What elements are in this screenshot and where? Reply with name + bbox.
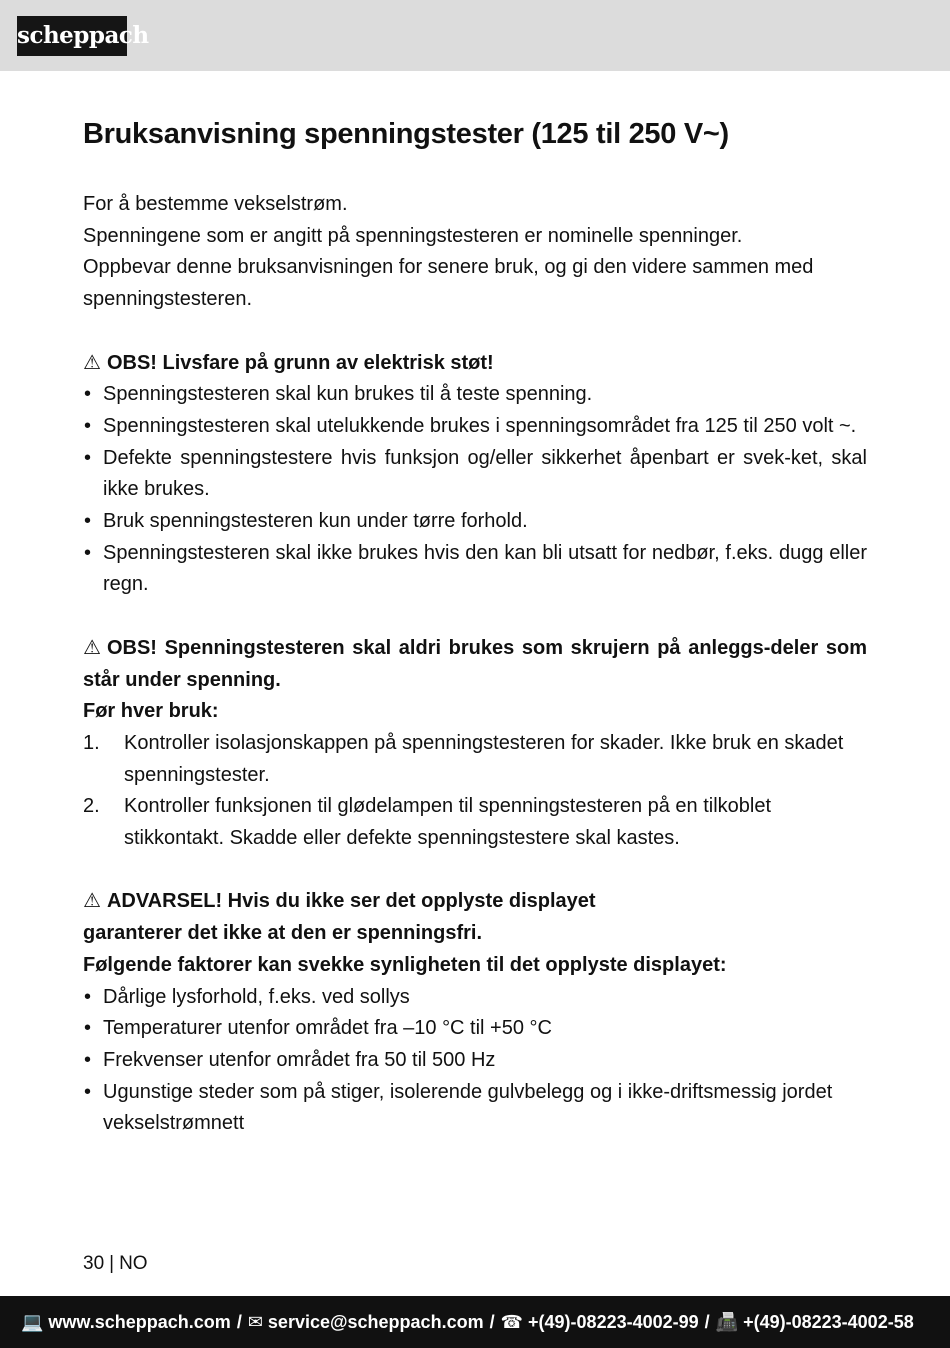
intro-line: Spenningene som er angitt på spenningstesteren er nominelle spenninger. [83,224,743,247]
footer-website[interactable]: www.scheppach.com [48,1312,231,1332]
numbered-step [83,728,867,791]
warning-subheading: Før hver bruk: [83,700,219,723]
footer-email[interactable]: service@scheppach.com [267,1312,484,1332]
page-language: NO [119,1253,148,1274]
bullet-text: Defekte spenningstestere hvis funksjon og/eller sikkerhet åpenbart er svek-ket, skal ikke brukes. [103,446,867,501]
step-text: Kontroller isolasjonskappen på spenningstesteren for skader. Ikke bruk en skadet spenningstester. [124,731,844,786]
bullet-icon: • [84,985,92,1008]
mail-icon: ✉ [247,1312,263,1332]
bullet-icon: • [84,446,92,469]
footer-contact-line [21,1296,914,1348]
bullet-icon: • [84,541,92,564]
bullet-item [83,411,867,443]
bullet-text: Spenningstesteren skal ikke brukes hvis den kan bli utsatt for nedbør, f.eks. dugg eller regn. [103,541,867,596]
bullet-text: Ugunstige steder som på stiger, isolerende gulvbelegg og i ikke-driftsmessig jordet vekselstrømnett [103,1080,833,1135]
bullet-icon: • [84,1080,92,1103]
page-title: Bruksanvisning spenningstester (125 til 250 V~) [83,118,729,150]
bullet-text: Temperaturer utenfor området fra –10 °C til +50 °C [103,1017,552,1040]
warning-heading [83,886,867,918]
footer-fax: +(49)-08223-4002-58 [743,1312,914,1332]
bullet-item [83,1045,867,1077]
page-header [0,0,950,71]
warning-triangle-icon: ⚠ [83,351,101,374]
page-footer [0,1296,950,1348]
bullet-item [83,443,867,506]
warning-section-2 [83,633,867,855]
phone-icon: ☎ [500,1312,524,1332]
footer-separator: / [236,1312,242,1332]
bullet-text: Spenningstesteren skal kun brukes til å teste spenning. [103,383,593,406]
footer-separator: / [489,1312,495,1332]
page-number [83,1252,148,1276]
bullet-item [83,538,867,601]
warning-triangle-icon: ⚠ [83,636,101,659]
bullet-icon: • [84,383,92,406]
step-number: 1. [83,731,100,754]
bullet-icon: • [84,1048,92,1071]
warning-section-3 [83,886,867,1140]
step-number: 2. [83,795,100,818]
warning-heading-text: OBS! Livsfare på grunn av elektrisk støt! [106,351,494,374]
bullet-item [83,379,867,411]
bullet-text: Frekvenser utenfor området fra 50 til 500 Hz [103,1048,496,1071]
bullet-icon: • [84,414,92,437]
numbered-step [83,791,867,854]
intro-line: Oppbevar denne bruksanvisningen for senere bruk, og gi den videre sammen med spenningstesteren. [83,256,814,311]
footer-separator: / [704,1312,710,1332]
warning-subheading: Følgende faktorer kan svekke synligheten til det opplyste displayet: [83,953,727,976]
page-number-value: 30 [83,1253,105,1274]
intro-line: For å bestemme vekselstrøm. [83,193,348,215]
warning-heading [83,348,867,380]
intro-section [83,189,867,316]
warning-triangle-icon: ⚠ [83,890,101,913]
page-separator: | [109,1253,115,1274]
step-text: Kontroller funksjonen til glødelampen til spenningstesteren på en tilkoblet stikkontakt. Skadde eller defekte spenningstestere skal kastes. [124,795,772,850]
bullet-item [83,1077,867,1140]
warning-heading-text: OBS! Spenningstesteren skal aldri brukes som skrujern på anleggs-deler som står under spenning. [83,636,867,691]
bullet-item [83,982,867,1014]
bullet-icon: • [84,1017,92,1040]
warning-heading-continued: garanterer det ikke at den er spenningsfri. [83,922,483,945]
main-content [83,114,867,1140]
computer-icon: 💻 [21,1312,44,1332]
footer-phone: +(49)-08223-4002-99 [528,1312,699,1332]
bullet-text: Spenningstesteren skal utelukkende brukes i spenningsområdet fra 125 til 250 volt ~. [103,414,857,437]
bullet-text: Dårlige lysforhold, f.eks. ved sollys [103,985,410,1008]
bullet-item [83,1013,867,1045]
bullet-text: Bruk spenningstesteren kun under tørre forhold. [103,510,528,533]
warning-heading-text: ADVARSEL! Hvis du ikke ser det opplyste displayet [106,890,596,913]
bullet-item [83,506,867,538]
scheppach-logo: scheppach [17,16,127,56]
warning-heading [83,633,867,696]
fax-icon: 📠 [715,1312,739,1332]
warning-section-1 [83,348,867,602]
bullet-icon: • [84,510,92,533]
